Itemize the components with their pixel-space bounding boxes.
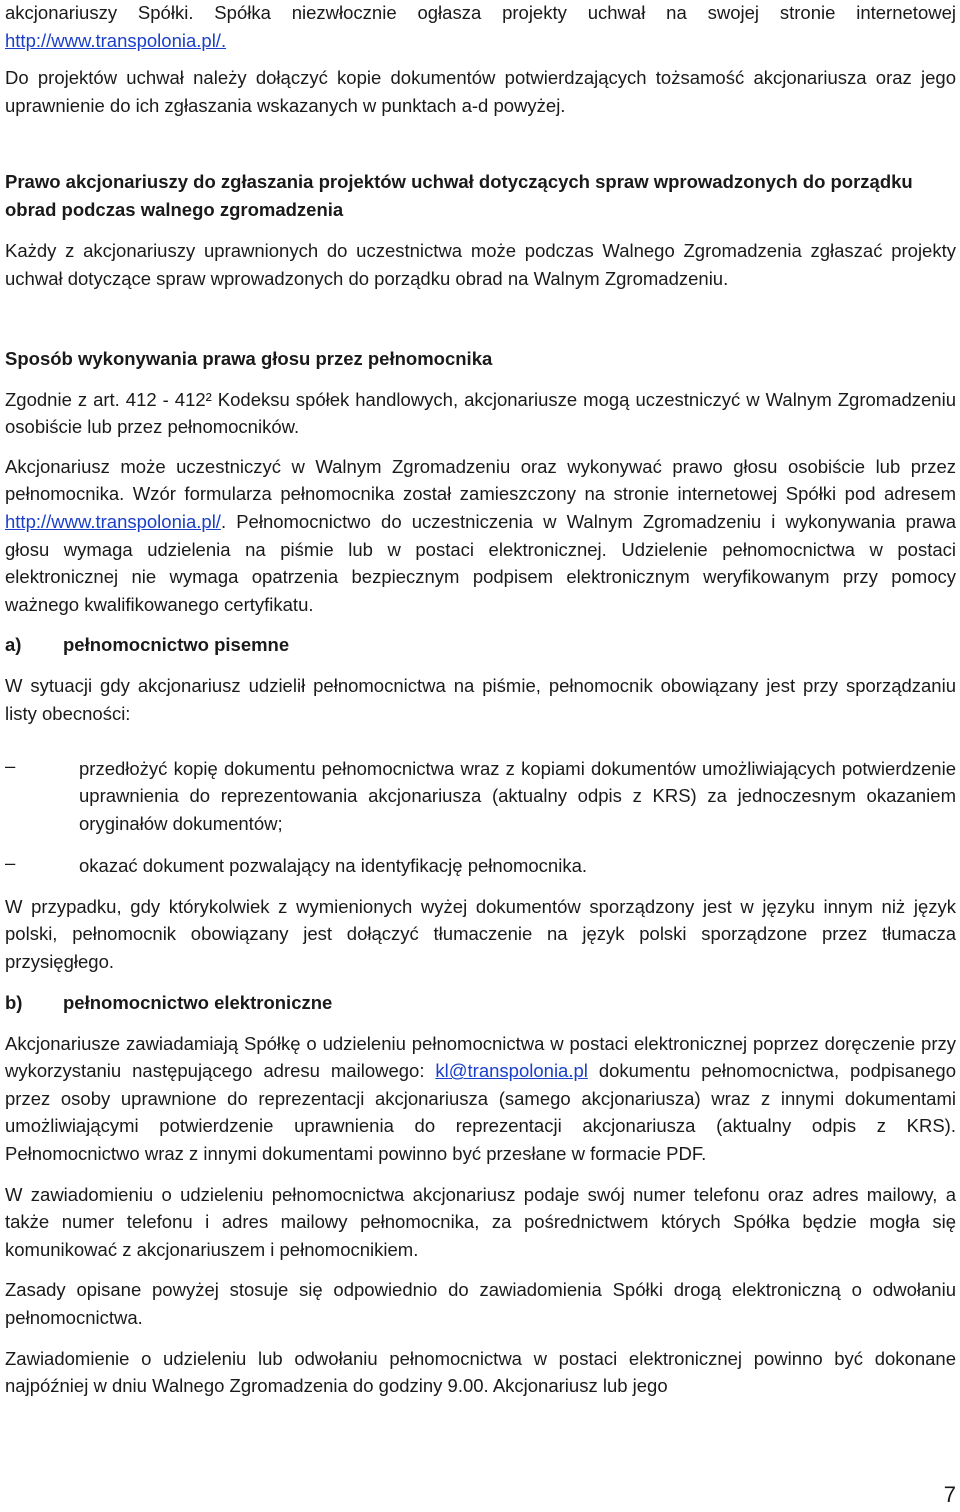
paragraph-written-proxy: W sytuacji gdy akcjonariusz udzielił pełnomocnictwa na piśmie, pełnomocnik obowiązany jest przy sporządzaniu listy obecności: <box>5 675 956 724</box>
paragraph-proxy-rules <box>5 453 956 619</box>
paragraph-text: Akcjonariusze zawiadamiają Spółkę o udzieleniu pełnomocnictwa w postaci elektronicznej poprzez doręczenie przy wykorzystaniu następującego adresu mailowego: <box>5 1032 956 1082</box>
website-link[interactable]: http://www.transpolonia.pl/ <box>5 510 221 532</box>
dash-bullet: – <box>5 754 16 776</box>
subsection-heading-electronic <box>5 989 956 1017</box>
list-item-text: okazać dokument pozwalający na identyfikację pełnomocnika. <box>79 855 588 877</box>
document-page <box>5 0 956 1400</box>
subsection-title: pełnomocnictwo elektroniczne <box>63 991 333 1013</box>
paragraph-text: . Pełnomocnictwo do uczestniczenia w Walnym Zgromadzeniu i wykonywania prawa głosu wymaga udzielenia na piśmie lub w postaci elektronicznej. Udzielenie pełnomocnictwa w postaci elektronicznej nie wymaga opatrzenia bezpiecznym podpisem elektronicznym weryfikowanym przy pomocy ważnego kwalifikowanego certyfikatu. <box>5 510 956 615</box>
subsection-letter: a) <box>5 634 22 656</box>
list-item-text: przedłożyć kopię dokumentu pełnomocnictwa wraz z kopiami dokumentów umożliwiających potwierdzenie uprawnienia do reprezentowania akcjonariusza (aktualny odpis z KRS) za jednoczesnym okazaniem oryginałów dokumentów; <box>79 757 956 834</box>
subsection-heading-written <box>5 631 956 659</box>
paragraph-text: dokumentu pełnomocnictwa, podpisanego przez osoby uprawnione do reprezentacji akcjonariusza (samego akcjonariusza) wraz z innymi dokumentami umożliwiającymi potwierdzenie uprawnienia do reprezentacji akcjonariusza (aktualny odpis z KRS). Pełnomocnictwo wraz z innymi dokumentami powinno być przesłane w formacie PDF. <box>5 1060 956 1165</box>
subsection-title: pełnomocnictwo pisemne <box>63 634 290 656</box>
dash-bullet: – <box>5 852 16 874</box>
website-link[interactable]: http://www.transpolonia.pl/. <box>5 29 227 51</box>
paragraph-text: akcjonariuszy Spółki. Spółka niezwłocznie ogłasza projekty uchwał na swojej stronie internetowej <box>5 2 956 23</box>
email-link[interactable]: kl@transpolonia.pl <box>435 1060 588 1082</box>
paragraph-intro <box>5 0 956 54</box>
paragraph-motions: Każdy z akcjonariuszy uprawnionych do uczestnictwa może podczas Walnego Zgromadzenia zgłaszać projekty uchwał dotyczące spraw wprowadzonych do porządku obrad na Walnym Zgromadzeniu. <box>5 240 956 289</box>
paragraph-deadline: Zawiadomienie o udzieleniu lub odwołaniu pełnomocnictwa w postaci elektronicznej powinno być dokonane najpóźniej w dniu Walnego Zgromadzenia do godziny 9.00. Akcjonariusz lub jego <box>5 1347 956 1397</box>
paragraph-contact-details: W zawiadomieniu o udzieleniu pełnomocnictwa akcjonariusz podaje swój numer telefonu oraz adres mailowy, a także numer telefonu i adres mailowy pełnomocnika, za pośrednictwem których Spółka będzie mogła się komunikować z akcjonariuszem i pełnomocnikiem. <box>5 1183 956 1260</box>
list-item <box>5 852 956 880</box>
paragraph-legal-basis: Zgodnie z art. 412 - 412² Kodeksu spółek handlowych, akcjonariusze mogą uczestniczyć w Walnym Zgromadzeniu osobiście lub przez pełnomocników. <box>5 388 956 438</box>
paragraph-electronic-proxy <box>5 1030 956 1168</box>
paragraph-revocation: Zasady opisane powyżej stosuje się odpowiednio do zawiadomienia Spółki drogą elektroniczną o odwołaniu pełnomocnictwa. <box>5 1279 956 1328</box>
list-item <box>5 755 956 838</box>
section-heading-proxy: Sposób wykonywania prawa głosu przez pełnomocnika <box>5 347 493 369</box>
paragraph-attachments: Do projektów uchwał należy dołączyć kopie dokumentów potwierdzających tożsamość akcjonariusza oraz jego uprawnienie do ich zgłaszania wskazanych w punktach a-d powyżej. <box>5 67 956 116</box>
paragraph-text: Akcjonariusz może uczestniczyć w Walnym Zgromadzeniu oraz wykonywać prawo głosu osobiście lub przez pełnomocnika. Wzór formularza pełnomocnika został zamieszczony na stronie internetowej Spółki pod adresem <box>5 455 956 505</box>
paragraph-translation: W przypadku, gdy którykolwiek z wymienionych wyżej dokumentów sporządzony jest w języku innym niż język polski, pełnomocnik obowiązany jest dołączyć tłumaczenie na język polski sporządzone przez tłumacza przysięgłego. <box>5 895 956 973</box>
section-heading-motions: Prawo akcjonariuszy do zgłaszania projektów uchwał dotyczących spraw wprowadzonych do porządku obrad podczas walnego zgromadzenia <box>5 171 913 221</box>
subsection-letter: b) <box>5 991 23 1013</box>
page-number: 7 <box>943 1482 956 1507</box>
